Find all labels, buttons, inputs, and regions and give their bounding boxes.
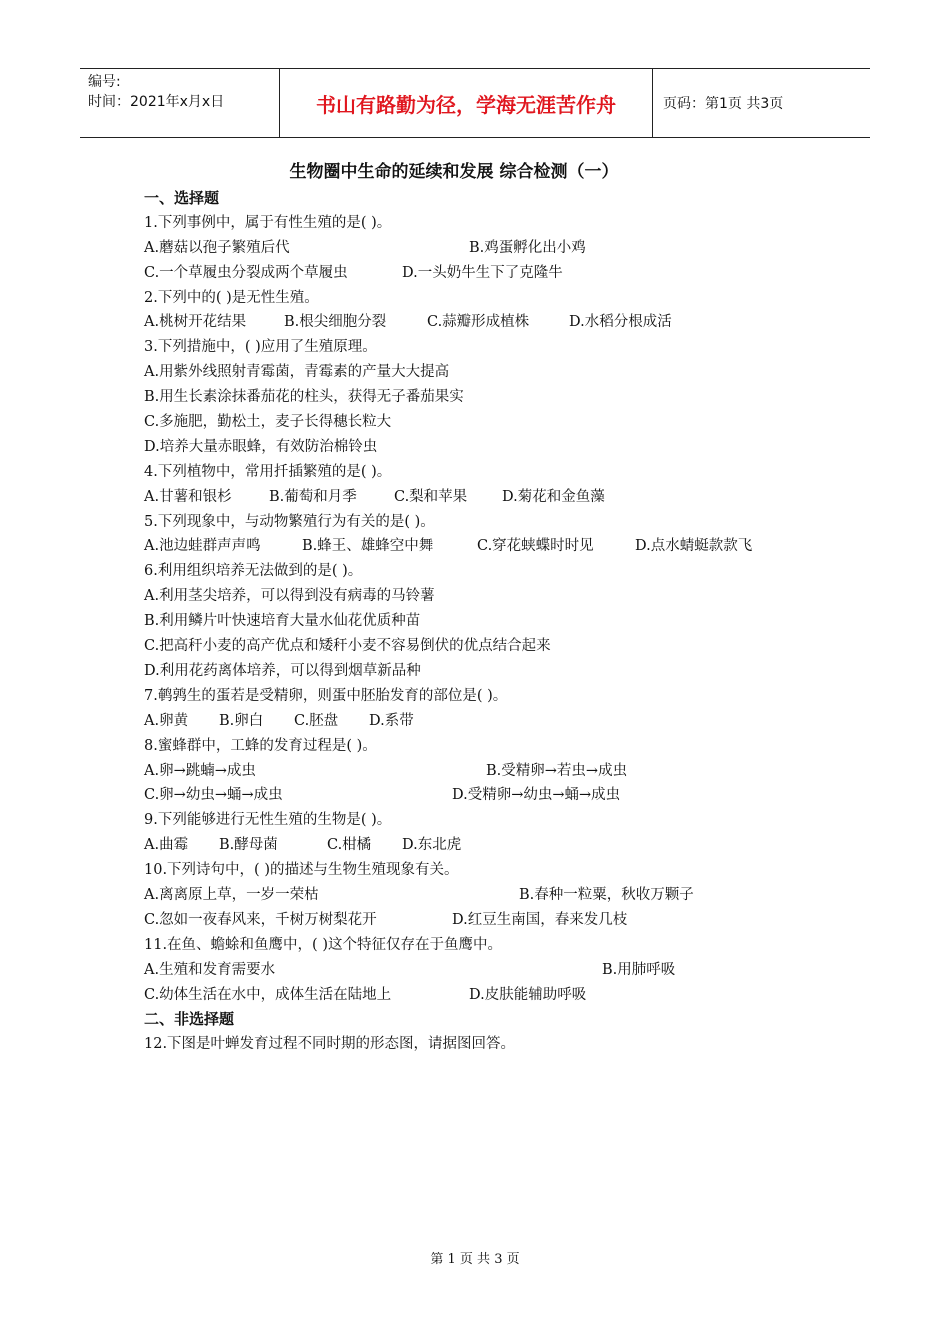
answer-option: D.红豆生南国，春来发几枝 [452, 911, 628, 928]
document-body [144, 160, 864, 1057]
option-row [144, 883, 864, 908]
option-row [144, 709, 864, 734]
question-6 [144, 559, 864, 683]
answer-option: C.柑橘 [327, 837, 372, 854]
section-heading-nonchoice: 二、非选择题 [144, 1010, 235, 1029]
answer-option: B.根尖细胞分裂 [284, 314, 387, 331]
answer-option: C.忽如一夜春风来，千树万树梨花开 [144, 911, 377, 928]
answer-option: C.穿花蛱蝶时时见 [477, 538, 594, 555]
header-meta [80, 69, 280, 137]
answer-option: B.酵母菌 [219, 837, 278, 854]
option-row [144, 833, 864, 858]
option-row [144, 958, 864, 983]
answer-option: A.曲霉 [144, 837, 189, 854]
number-label: 编号: [88, 74, 121, 90]
answer-option: C.蒜瓣形成植株 [427, 314, 530, 331]
answer-option: B.春种一粒粟，秋收万颗子 [519, 886, 694, 903]
option-row [144, 634, 864, 659]
question-list [144, 211, 864, 1008]
answer-option: A.池边蛙群声声鸣 [144, 538, 261, 555]
answer-option: A.桃树开花结果 [144, 314, 247, 331]
answer-option: D.东北虎 [402, 837, 462, 854]
question-stem: 1.下列事例中，属于有性生殖的是( )。 [144, 214, 392, 231]
question-7 [144, 684, 864, 734]
answer-option: C.幼体生活在水中，成体生活在陆地上 [144, 986, 392, 1003]
question-stem: 2.下列中的( )是无性生殖。 [144, 289, 319, 306]
answer-option: C.把高秆小麦的高产优点和矮秆小麦不容易倒伏的优点结合起来 [144, 638, 551, 655]
answer-option: D.系带 [369, 712, 414, 729]
question-11 [144, 933, 864, 1008]
answer-option: D.一头奶牛生下了克隆牛 [402, 264, 563, 281]
option-row [144, 410, 864, 435]
option-row [144, 609, 864, 634]
question-5 [144, 510, 864, 560]
answer-option: C.一个草履虫分裂成两个草履虫 [144, 264, 348, 281]
option-row [144, 659, 864, 684]
answer-option: A.利用茎尖培养，可以得到没有病毒的马铃薯 [144, 588, 435, 605]
option-row [144, 534, 864, 559]
question-9 [144, 808, 864, 858]
answer-option: A.甘薯和银杉 [144, 488, 232, 505]
answer-option: A.蘑菇以孢子繁殖后代 [144, 239, 290, 256]
answer-option: C.卵→幼虫→蛹→成虫 [144, 787, 283, 804]
question-8 [144, 734, 864, 809]
option-row [144, 310, 864, 335]
question-stem: 9.下列能够进行无性生殖的生物是( )。 [144, 812, 392, 829]
answer-option: B.蜂王、雄蜂空中舞 [302, 538, 434, 555]
question-stem: 3.下列措施中，( )应用了生殖原理。 [144, 339, 377, 356]
answer-option: D.点水蜻蜓款款飞 [635, 538, 753, 555]
answer-option: B.受精卵→若虫→成虫 [486, 762, 628, 779]
option-row [144, 385, 864, 410]
page-footer: 第 1 页 共 3 页 [430, 1252, 520, 1267]
answer-option: B.用肺呼吸 [602, 961, 676, 978]
answer-option: C.梨和苹果 [394, 488, 468, 505]
option-row [144, 908, 864, 933]
header-motto: 书山有路勤为径，学海无涯苦作舟 [280, 69, 653, 137]
answer-option: D.水稻分根成活 [569, 314, 672, 331]
question-stem: 4.下列植物中，常用扦插繁殖的是( )。 [144, 463, 392, 480]
answer-option: B.卵白 [219, 712, 264, 729]
answer-option: D.受精卵→幼虫→蛹→成虫 [452, 787, 621, 804]
answer-option: B.葡萄和月季 [269, 488, 357, 505]
option-row [144, 236, 864, 261]
answer-option: A.卵→跳蝻→成虫 [144, 762, 256, 779]
question-stem: 7.鹌鹑生的蛋若是受精卵，则蛋中胚胎发育的部位是( )。 [144, 687, 508, 704]
page-header [80, 68, 870, 138]
answer-option: B.利用鳞片叶快速培育大量水仙花优质种苗 [144, 613, 421, 630]
answer-option: D.培养大量赤眼蜂，有效防治棉铃虫 [144, 438, 378, 455]
question-2 [144, 286, 864, 336]
header-page-info: 页码：第1页 共3页 [663, 96, 784, 112]
option-row [144, 360, 864, 385]
answer-option: B.鸡蛋孵化出小鸡 [469, 239, 586, 256]
answer-option: C.多施肥，勤松土，麦子长得穗长粒大 [144, 414, 392, 431]
answer-option: D.菊花和金鱼藻 [502, 488, 605, 505]
answer-option: A.用紫外线照射青霉菌，青霉素的产量大大提高 [144, 364, 450, 381]
question-stem: 5.下列现象中，与动物繁殖行为有关的是( )。 [144, 513, 435, 530]
answer-option: B.用生长素涂抹番茄花的柱头，获得无子番茄果实 [144, 389, 464, 406]
question-3 [144, 335, 864, 459]
answer-option: A.卵黄 [144, 712, 189, 729]
answer-option: D.皮肤能辅助呼吸 [469, 986, 587, 1003]
question-4 [144, 460, 864, 510]
answer-option: C.胚盘 [294, 712, 339, 729]
question-1 [144, 211, 864, 286]
answer-option: D.利用花药离体培养，可以得到烟草新品种 [144, 662, 421, 679]
question-10 [144, 858, 864, 933]
question-stem: 11.在鱼、蟾蜍和鱼鹰中，( )这个特征仅存在于鱼鹰中。 [144, 936, 502, 953]
question-stem: 6.利用组织培养无法做到的是( )。 [144, 563, 363, 580]
option-row [144, 759, 864, 784]
option-row [144, 261, 864, 286]
option-row [144, 485, 864, 510]
answer-option: A.离离原上草，一岁一荣枯 [144, 886, 319, 903]
option-row [144, 783, 864, 808]
time-label: 时间：2021年x月x日 [88, 94, 225, 110]
question-stem: 10.下列诗句中，( )的描述与生物生殖现象有关。 [144, 862, 459, 879]
question-stem: 8.蜜蜂群中，工蜂的发育过程是( )。 [144, 737, 377, 754]
option-row [144, 584, 864, 609]
document-title: 生物圈中生命的延续和发展 综合检测（一） [289, 162, 619, 182]
option-row [144, 983, 864, 1008]
question-12: 12.下图是叶蝉发育过程不同时期的形态图，请据图回答。 [144, 1036, 516, 1053]
section-heading-choice: 一、选择题 [144, 189, 220, 207]
answer-option: A.生殖和发育需要水 [144, 961, 276, 978]
option-row [144, 435, 864, 460]
